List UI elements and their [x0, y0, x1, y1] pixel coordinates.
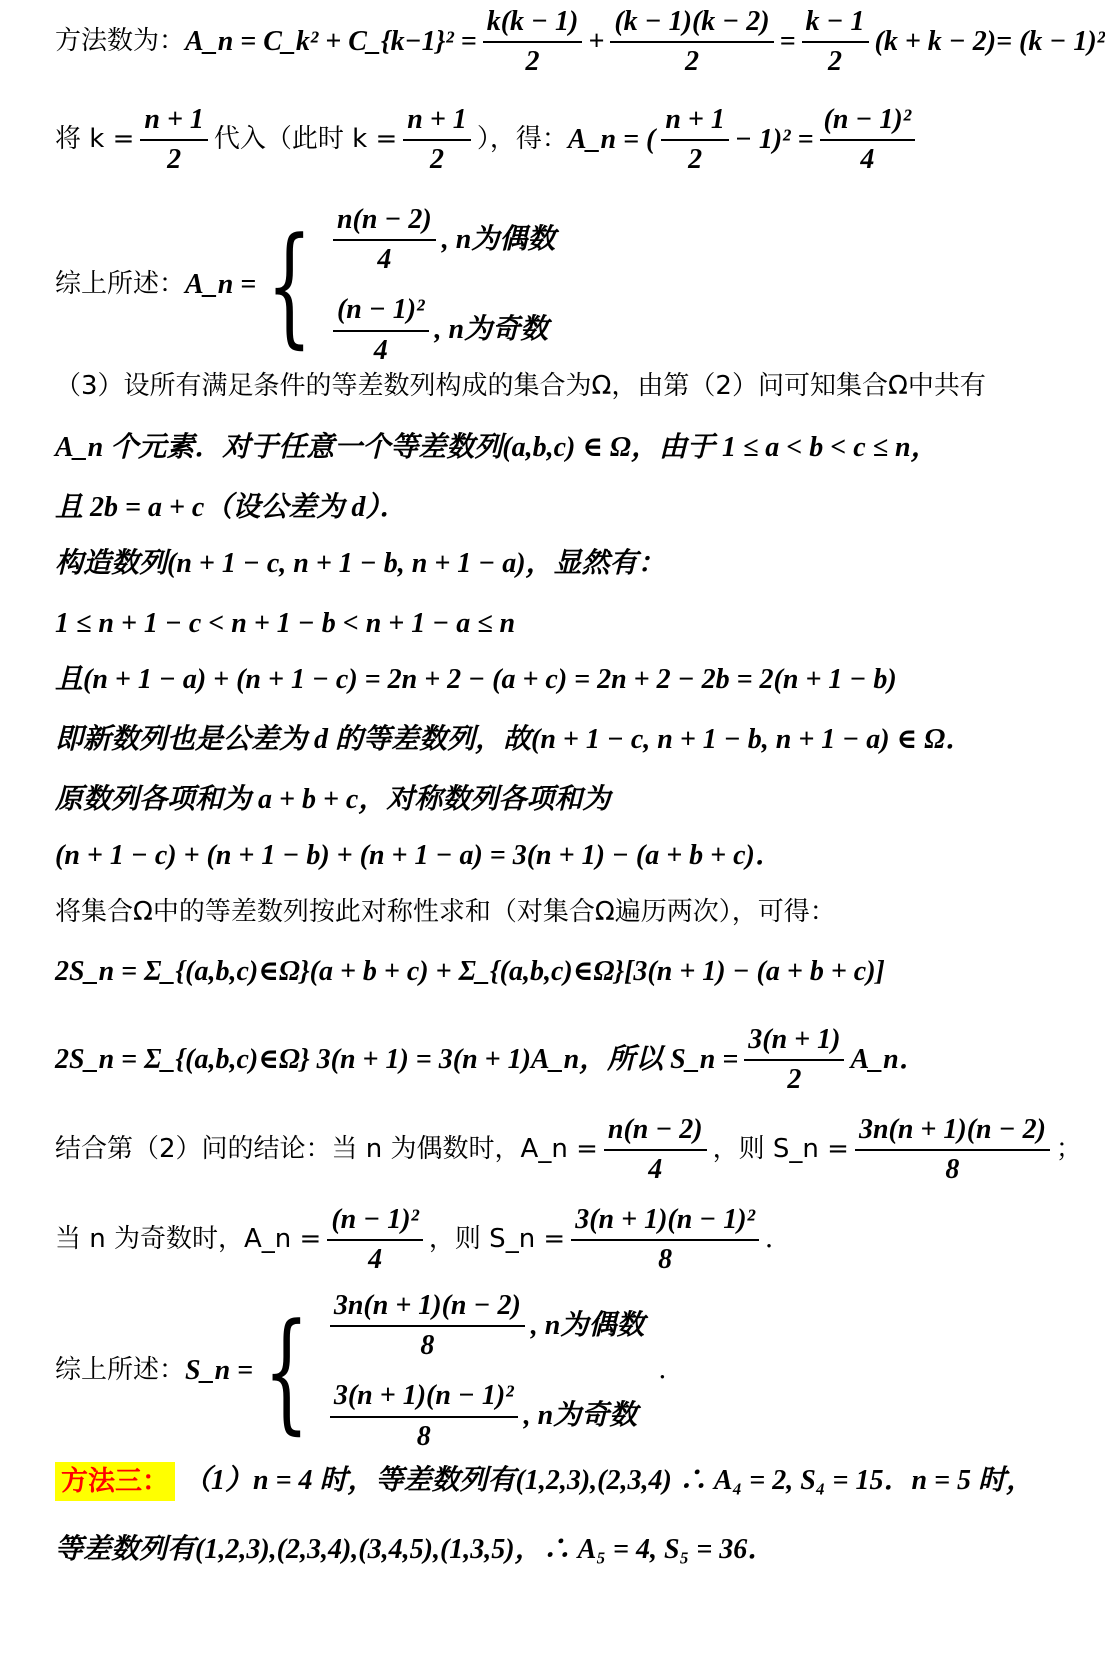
- fraction: [330, 1290, 525, 1362]
- left-brace: {: [263, 1295, 310, 1448]
- denominator: 2: [430, 144, 445, 176]
- formula: A_n = (: [567, 124, 656, 156]
- numerator: 3(n + 1)(n − 1)²: [571, 1204, 759, 1241]
- numerator: 3(n + 1): [744, 1024, 844, 1061]
- operator: +: [588, 26, 605, 58]
- numerator: k(k − 1): [483, 6, 583, 43]
- formula: A_n =: [185, 269, 257, 301]
- line-traverse-twice: 将集合Ω中的等差数列按此对称性求和（对集合Ω遍历两次），可得：: [55, 897, 836, 927]
- formula: A_n．: [850, 1044, 927, 1076]
- label: 方法数为：: [55, 26, 186, 57]
- denominator: 4: [377, 244, 392, 276]
- fraction: [333, 294, 429, 366]
- denominator: 2: [167, 144, 182, 176]
- line-new-sequence: 即新数列也是公差为 d 的等差数列，故(n + 1 − c, n + 1 − b, n + 1 − a) ∈ Ω．: [55, 724, 974, 755]
- left-brace: {: [266, 209, 313, 362]
- label: 综上所述：: [55, 269, 186, 300]
- denominator: 2: [684, 46, 699, 78]
- line-method-three: [55, 1462, 1060, 1501]
- line-symmetric-sum: (n + 1 − c) + (n + 1 − b) + (n + 1 − a) = 3(n + 1) − (a + b + c)．: [55, 840, 783, 871]
- text: （1）n = 4 时，等差数列有(1,2,3),(2,3,4) ∴ A₄ = 2, S₄ = 15．n = 5 时，: [183, 1465, 1035, 1497]
- numerator: (n − 1)²: [333, 294, 429, 331]
- fraction: [855, 1114, 1050, 1186]
- denominator: 4: [860, 144, 875, 176]
- denominator: 4: [368, 1244, 383, 1276]
- denominator: 2: [787, 1064, 802, 1096]
- numerator: (n − 1)²: [820, 104, 916, 141]
- method-three-highlight: 方法三：: [55, 1462, 175, 1501]
- numerator: n + 1: [403, 104, 471, 141]
- text: ），得：: [476, 124, 568, 155]
- denominator: 2: [688, 144, 703, 176]
- fraction: [604, 1114, 707, 1186]
- line-summary-sn: [55, 1290, 1060, 1453]
- condition: , n为奇数: [523, 1400, 638, 1432]
- cases: [327, 204, 555, 367]
- denominator: 8: [416, 1420, 431, 1452]
- fraction: [802, 6, 869, 78]
- fraction: [744, 1024, 844, 1096]
- denominator: 2: [525, 46, 540, 78]
- fraction: [330, 1380, 518, 1452]
- fraction: [333, 204, 436, 276]
- formula: S_n =: [185, 1355, 254, 1387]
- text: 代入（此时 k =: [213, 124, 398, 155]
- line-substitute-k: [55, 104, 1060, 176]
- line-construct-sequence: 构造数列(n + 1 − c, n + 1 − b, n + 1 − a)，显然有：: [55, 548, 666, 579]
- denominator: 8: [658, 1244, 673, 1276]
- numerator: (k − 1)(k − 2): [610, 6, 773, 43]
- numerator: (n − 1)²: [327, 1204, 423, 1241]
- line-n5-sequences: 等差数列有(1,2,3),(2,3,4),(3,4,5),(1,3,5)，∴ A₅ = 4, S₅ = 36．: [55, 1534, 776, 1565]
- fraction: [820, 104, 916, 176]
- denominator: 4: [373, 334, 388, 366]
- formula: (k + k − 2)= (k − 1)²: [874, 26, 1105, 58]
- formula: − 1)² =: [734, 124, 814, 156]
- line-common-difference: 且 2b = a + c（设公差为 d）．: [55, 492, 408, 523]
- condition: , n为偶数: [441, 224, 556, 256]
- fraction: [327, 1204, 423, 1276]
- line-2sn-sigma: 2S_n = Σ_{(a,b,c)∈Ω}(a + b + c) + Σ_{(a,b,c)∈Ω}[3(n + 1) − (a + b + c)]: [55, 956, 885, 987]
- line-original-sum: 原数列各项和为 a + b + c，对称数列各项和为: [55, 784, 611, 815]
- formula: 2S_n = Σ_{(a,b,c)∈Ω} 3(n + 1) = 3(n + 1)A_n，所以 S_n =: [55, 1044, 739, 1076]
- text: ；: [1055, 1134, 1082, 1165]
- numerator: n + 1: [661, 104, 729, 141]
- fraction: [140, 104, 208, 176]
- text: 将 k =: [55, 124, 135, 155]
- denominator: 4: [648, 1154, 663, 1186]
- case-even: [324, 1290, 645, 1362]
- formula: A_n = C_k² + C_{k−1}² =: [185, 26, 477, 58]
- numerator: 3n(n + 1)(n − 2): [330, 1290, 525, 1327]
- line-inequality: 1 ≤ n + 1 − c < n + 1 − b < n + 1 − a ≤ n: [55, 608, 516, 639]
- condition: , n为奇数: [434, 314, 549, 346]
- text: 当 n 为奇数时，A_n =: [55, 1224, 322, 1255]
- line-summary-an: [55, 204, 1060, 367]
- numerator: n(n − 2): [604, 1114, 707, 1151]
- condition: , n为偶数: [530, 1310, 645, 1342]
- case-odd: [327, 294, 555, 366]
- line-elements: A_n 个元素．对于任意一个等差数列(a,b,c) ∈ Ω，由于 1 ≤ a < b < c ≤ n，: [55, 432, 939, 463]
- line-2sn-result: [55, 1024, 1060, 1096]
- line-even-case: [55, 1114, 1082, 1186]
- line-odd-case: [55, 1204, 1060, 1276]
- case-odd: [324, 1380, 645, 1452]
- fraction: [661, 104, 729, 176]
- case-even: [327, 204, 555, 276]
- denominator: 2: [828, 46, 843, 78]
- cases: [324, 1290, 645, 1453]
- fraction: [571, 1204, 759, 1276]
- line-part3-intro: （3）设所有满足条件的等差数列构成的集合为Ω，由第（2）问可知集合Ω中共有: [55, 371, 986, 401]
- numerator: 3(n + 1)(n − 1)²: [330, 1380, 518, 1417]
- line-method-count: [55, 6, 1105, 78]
- line-sum-identity: 且(n + 1 − a) + (n + 1 − c) = 2n + 2 − (a + c) = 2n + 2 − 2b = 2(n + 1 − b): [55, 664, 897, 695]
- text: ，则 S_n =: [712, 1134, 849, 1165]
- fraction: [610, 6, 773, 78]
- operator: =: [779, 26, 796, 58]
- numerator: n(n − 2): [333, 204, 436, 241]
- period: ．: [658, 1355, 685, 1386]
- text: 结合第（2）问的结论：当 n 为偶数时，A_n =: [55, 1134, 598, 1165]
- text: ．: [765, 1224, 792, 1255]
- label: 综上所述：: [55, 1355, 186, 1386]
- fraction: [483, 6, 583, 78]
- text: ，则 S_n =: [428, 1224, 566, 1255]
- numerator: 3n(n + 1)(n − 2): [855, 1114, 1050, 1151]
- denominator: 8: [420, 1330, 435, 1362]
- numerator: k − 1: [802, 6, 869, 43]
- fraction: [403, 104, 471, 176]
- denominator: 8: [945, 1154, 960, 1186]
- numerator: n + 1: [140, 104, 208, 141]
